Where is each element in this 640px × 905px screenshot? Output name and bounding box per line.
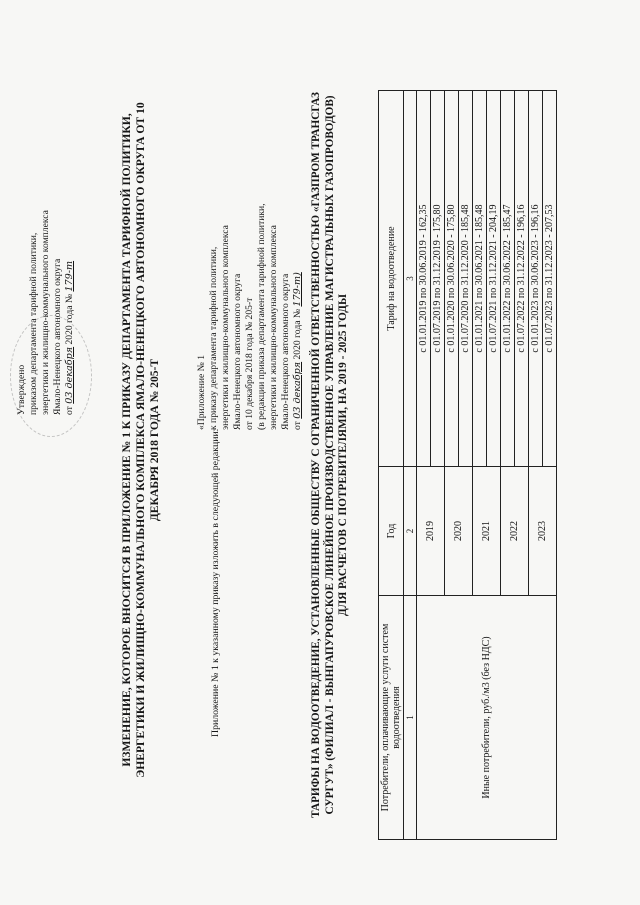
handwritten-date: 03 декабря (292, 361, 303, 419)
year-cell: 2023 (529, 467, 557, 596)
appendix-line: от 10 декабря 2018 года № 205-т (244, 297, 255, 430)
tariff-cell: с 01.07.2020 по 31.12.2020 - 185,48 (459, 91, 473, 467)
approval-block (16, 85, 76, 415)
tariff-cell: с 01.01.2023 по 30.06.2023 - 196,16 (529, 91, 543, 467)
approval-date: от 03 декабря 2020 года № 179-т (64, 260, 75, 415)
table-number-row (404, 91, 417, 840)
header-year: Год (379, 467, 404, 596)
tariff-cell: с 01.07.2023 по 31.12.2023 - 207,53 (543, 91, 557, 467)
approval-line: Утверждено (16, 364, 27, 415)
tariff-cell: с 01.01.2022 по 30.06.2022 - 185,47 (501, 91, 515, 467)
header-tariff: Тариф на водоотведение (379, 91, 404, 467)
handwritten-date: 03 декабря (64, 346, 75, 404)
appendix-date: от 03 декабря 2020 года № 179-т) (292, 272, 303, 430)
year-cell: 2020 (445, 467, 473, 596)
appendix-header-block (196, 100, 304, 430)
header-consumers: Потребители, оплачивающие услуги систем водоотведения (379, 596, 404, 840)
tariff-cell: с 01.07.2019 по 31.12.2019 - 175,80 (431, 91, 445, 467)
approval-line: Ямало-Ненецкого автономного округа (52, 258, 63, 415)
tariff-cell: с 01.01.2020 по 30.06.2020 - 175,80 (445, 91, 459, 467)
appendix-line: энергетики и жилищно-коммунального комплекса (268, 225, 279, 430)
tariff-cell: с 01.01.2019 по 30.06.2019 - 162,35 (417, 91, 431, 467)
handwritten-number: 179-т) (292, 272, 303, 307)
appendix-line: Ямало-Ненецкого автономного округа (232, 273, 243, 430)
intro-text: Приложение № 1 к указанному приказу изложить в следующей редакции: (210, 428, 221, 737)
appendix-line: (в редакции приказа департамента тарифной политики, (256, 203, 267, 430)
appendix-line: к приказу департамента тарифной политики, (208, 246, 219, 430)
year-cell: 2021 (473, 467, 501, 596)
approval-line: приказом департамента тарифной политики, (28, 232, 39, 415)
column-number: 1 (404, 596, 417, 840)
appendix-line: Ямало-Ненецкого автономного округа (280, 273, 291, 430)
year-cell: 2022 (501, 467, 529, 596)
tariffs-title: ТАРИФЫ НА ВОДООТВЕДЕНИЕ, УСТАНОВЛЕННЫЕ ОБЩЕСТВУ С ОГРАНИЧЕННОЙ ОТВЕТСТВЕННОСТЬЮ «ГАЗПРОМ ТРАНСГАЗ СУРГУТ» (ФИЛИАЛ - ВЫНГАПУРОВСКОЕ ЛИНЕЙНОЕ ПРОИЗВОДСТВЕННОЕ УПРАВЛЕНИЕ МАГИСТРАЛЬНЫХ ГАЗОПРОВОДОВ) ДЛЯ РАСЧЕТОВ С ПОТРЕБИТЕЛЯМИ, НА 2019 - 2025 ГОДЫ (310, 92, 349, 818)
tariff-cell: с 01.07.2022 по 31.12.2022 - 196,16 (515, 91, 529, 467)
appendix-line: «Приложение № 1 (196, 354, 207, 430)
year-cell: 2019 (417, 467, 445, 596)
table-row (417, 91, 431, 840)
handwritten-number: 179-т (64, 260, 75, 292)
tariff-table (378, 90, 557, 840)
approval-line: энергетики и жилищно-коммунального комплекса (40, 210, 51, 415)
tariff-cell: с 01.01.2021 по 30.06.2021 - 185,48 (473, 91, 487, 467)
column-number: 2 (404, 467, 417, 596)
column-number: 3 (404, 91, 417, 467)
amendment-title: ИЗМЕНЕНИЕ, КОТОРОЕ ВНОСИТСЯ В ПРИЛОЖЕНИЕ № 1 К ПРИКАЗУ ДЕПАРТАМЕНТА ТАРИФНОЙ ПОЛИТИКИ, ЭНЕРГЕТИКИ И ЖИЛИЩНО-КОММУНАЛЬНОГО КОМПЛЕКСА ЯМАЛО-НЕНЕЦКОГО АВТОНОМНОГО ОКРУГА ОТ 10 ДЕКАБРЯ 2018 ГОДА № 205-Т (120, 102, 161, 778)
consumer-cell: Иные потребители, руб./м3 (без НДС) (417, 596, 557, 840)
tariff-cell: с 01.07.2021 по 31.12.2021 - 204,19 (487, 91, 501, 467)
table-header-row (379, 91, 404, 840)
appendix-line: энергетики и жилищно-коммунального комплекса (220, 225, 231, 430)
